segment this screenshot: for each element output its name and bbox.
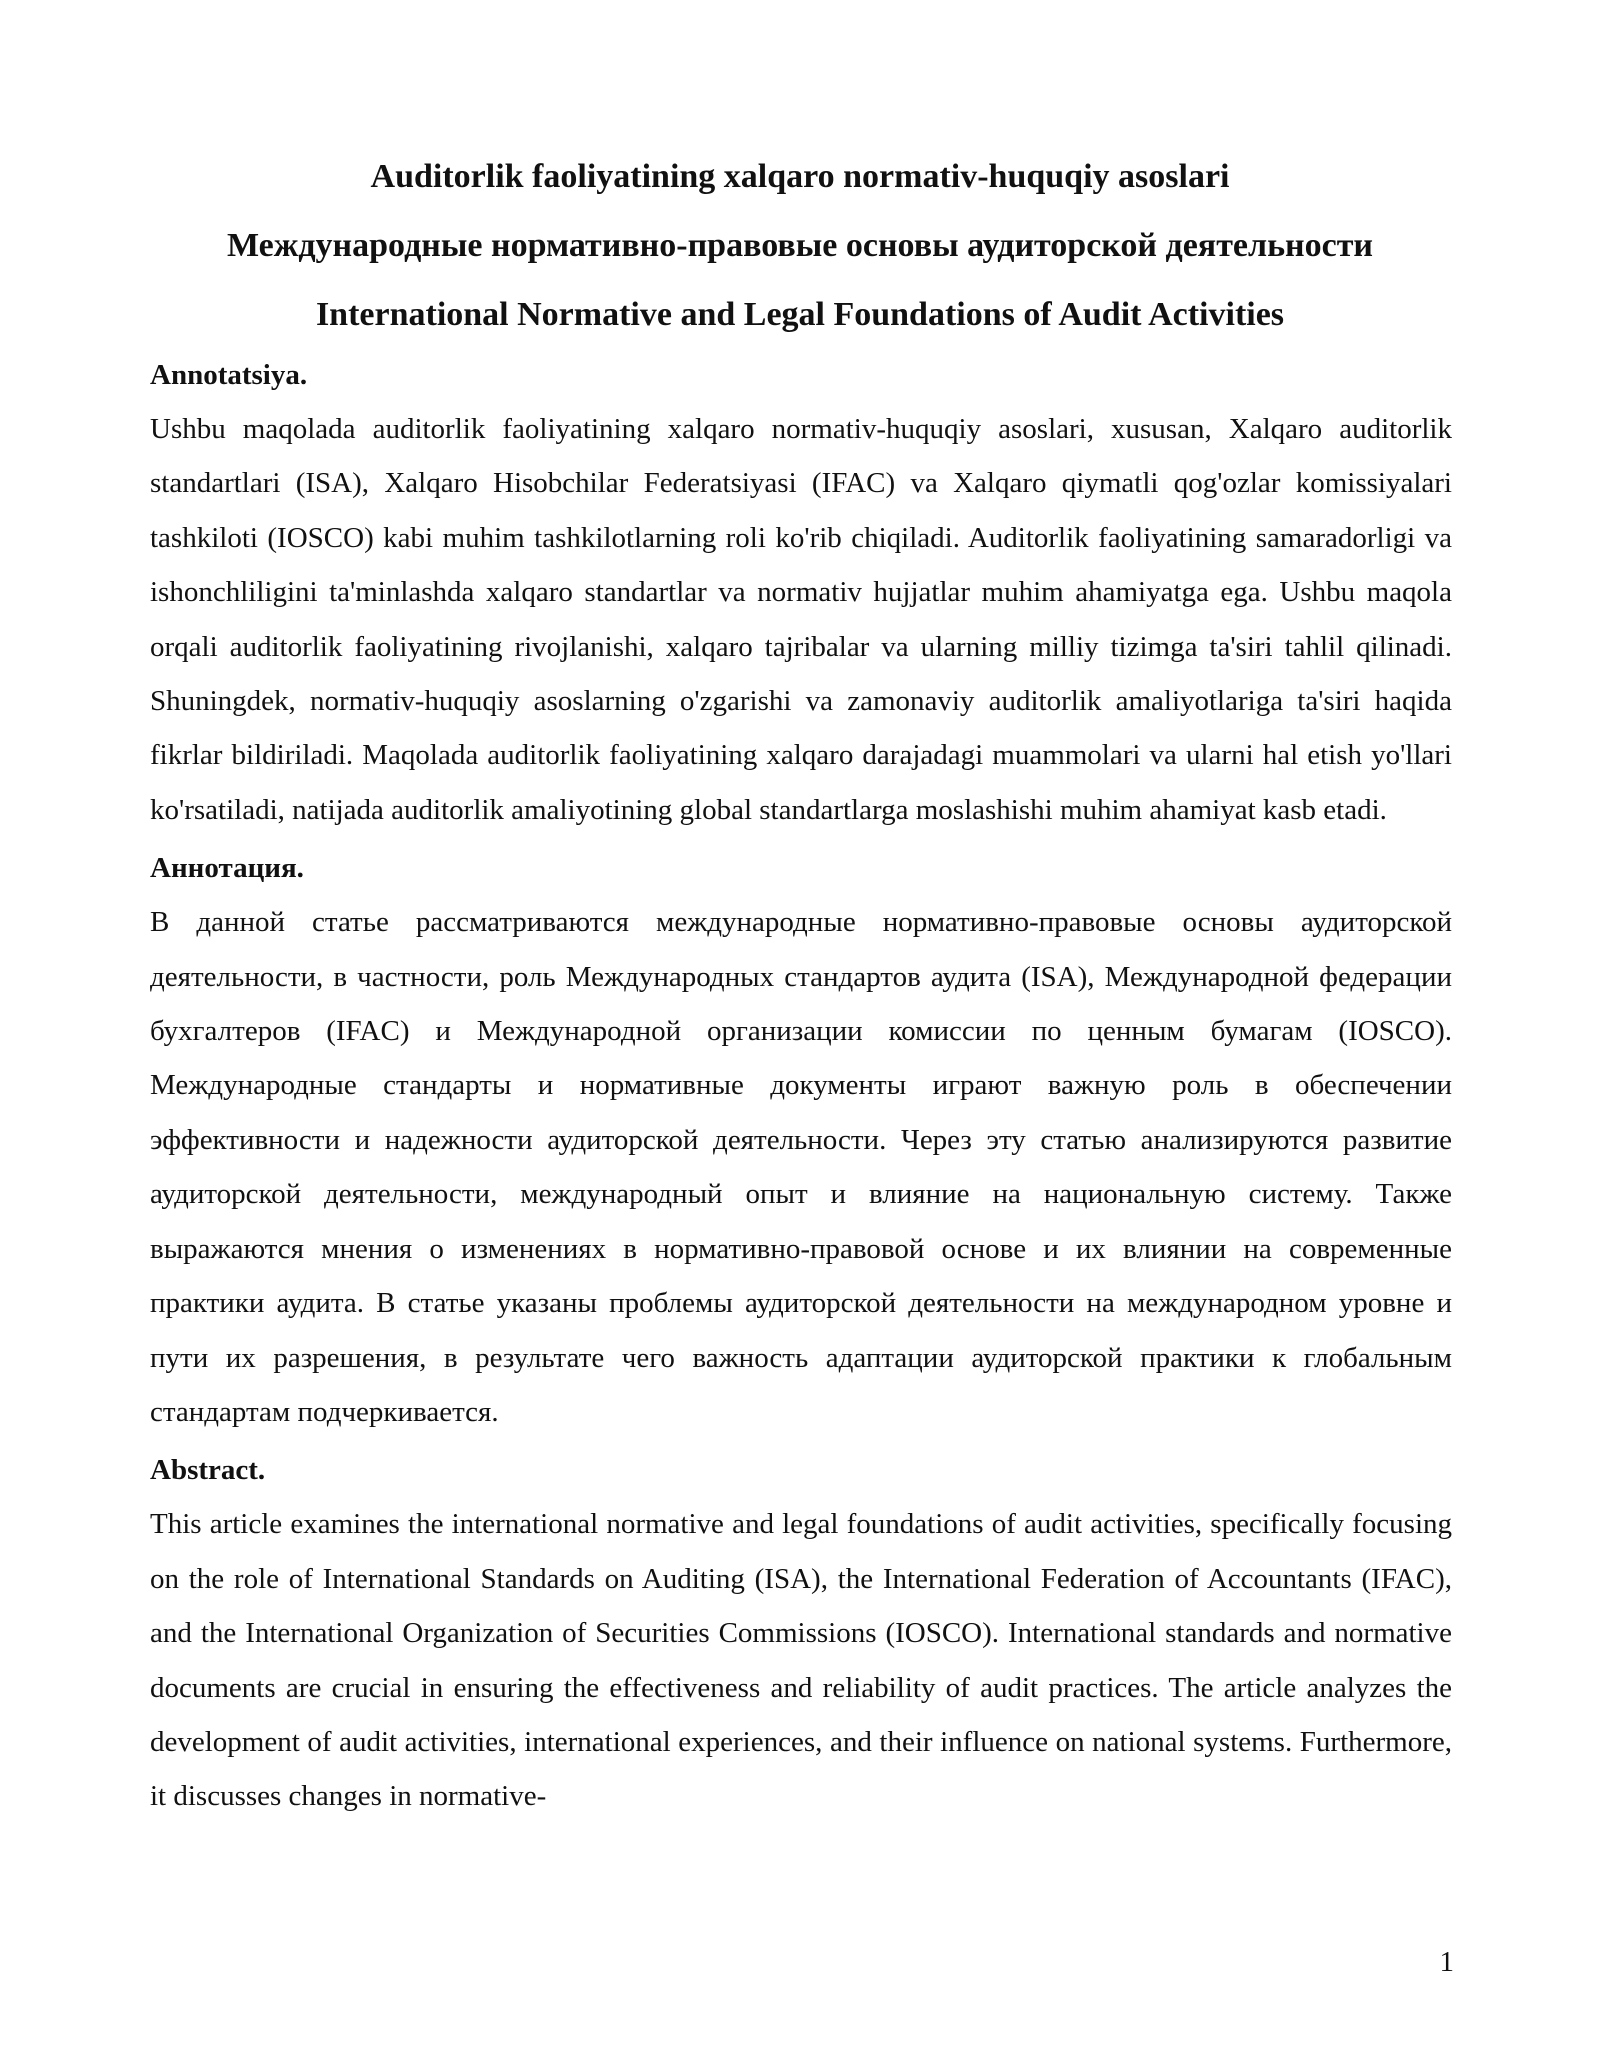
section-annotation-russian xyxy=(150,841,1452,1439)
section-annotation-uzbek xyxy=(150,348,1452,837)
section-abstract-english xyxy=(150,1443,1452,1823)
page-number: 1 xyxy=(1439,1946,1454,1978)
section-text-uzbek: Ushbu maqolada auditorlik faoliyatining xalqaro normativ-huquqiy asoslari, xususan, Xalqaro auditorlik standartlari (ISA), Xalqaro Hisobchilar Federatsiyasi (IFAC) va Xalqaro qiymatli qog'ozlar komissiyalari tashkiloti (IOSCO) kabi muhim tashkilotlarning roli ko'rib chiqiladi. Auditorlik faoliyatining samaradorligi va ishonchliligini ta'minlashda xalqaro standartlar va normativ hujjatlar muhim ahamiyatga ega. Ushbu maqola orqali auditorlik faoliyatining rivojlanishi, xalqaro tajribalar va ularning milliy tizimga ta'siri tahlil qilinadi. Shuningdek, normativ-huquqiy asoslarning o'zgarishi va zamonaviy auditorlik amaliyotlariga ta'siri haqida fikrlar bildiriladi. Maqolada auditorlik faoliyatining xalqaro darajadagi muammolari va ularni hal etish yo'llari ko'rsatiladi, natijada auditorlik amaliyotining global standartlarga moslashishi muhim ahamiyat kasb etadi. xyxy=(150,413,1452,826)
title-uzbek: Auditorlik faoliyatining xalqaro normativ-huquqiy asoslari xyxy=(370,158,1230,195)
section-text-russian: В данной статье рассматриваются международные нормативно-правовые основы аудиторской деятельности, в частности, роль Международных стандартов аудита (ISA), Международной федерации бухгалтеров (IFAC) и Международной организации комиссии по ценным бумагам (IOSCO). Международные стандарты и нормативные документы играют важную роль в обеспечении эффективности и надежности аудиторской деятельности. Через эту статью анализируются развитие аудиторской деятельности, международный опыт и влияние на национальную систему. Также выражаются мнения о изменениях в нормативно-правовой основе и их влиянии на современные практики аудита. В статье указаны проблемы аудиторской деятельности на международном уровне и пути их разрешения, в результате чего важность адаптации аудиторской практики к глобальным стандартам подчеркивается. xyxy=(150,906,1452,1428)
abstracts-content xyxy=(150,348,1452,1828)
section-text-english: This article examines the international normative and legal foundations of audit activities, specifically focusing on the role of International Standards on Auditing (ISA), the International Federation of Accountants (IFAC), and the International Organization of Securities Commissions (IOSCO). International standards and normative documents are crucial in ensuring the effectiveness and reliability of audit practices. The article analyzes the development of audit activities, international experiences, and their influence on national systems. Furthermore, it discusses changes in normative- xyxy=(150,1508,1452,1813)
title-english: International Normative and Legal Foundations of Audit Activities xyxy=(315,296,1285,333)
section-heading-english: Abstract. xyxy=(150,1454,266,1487)
section-heading-uzbek: Annotatsiya. xyxy=(150,359,308,391)
title-russian: Международные нормативно-правовые основы аудиторской деятельности xyxy=(226,227,1374,264)
section-heading-russian: Аннотация. xyxy=(150,852,304,885)
title-block xyxy=(150,142,1450,349)
